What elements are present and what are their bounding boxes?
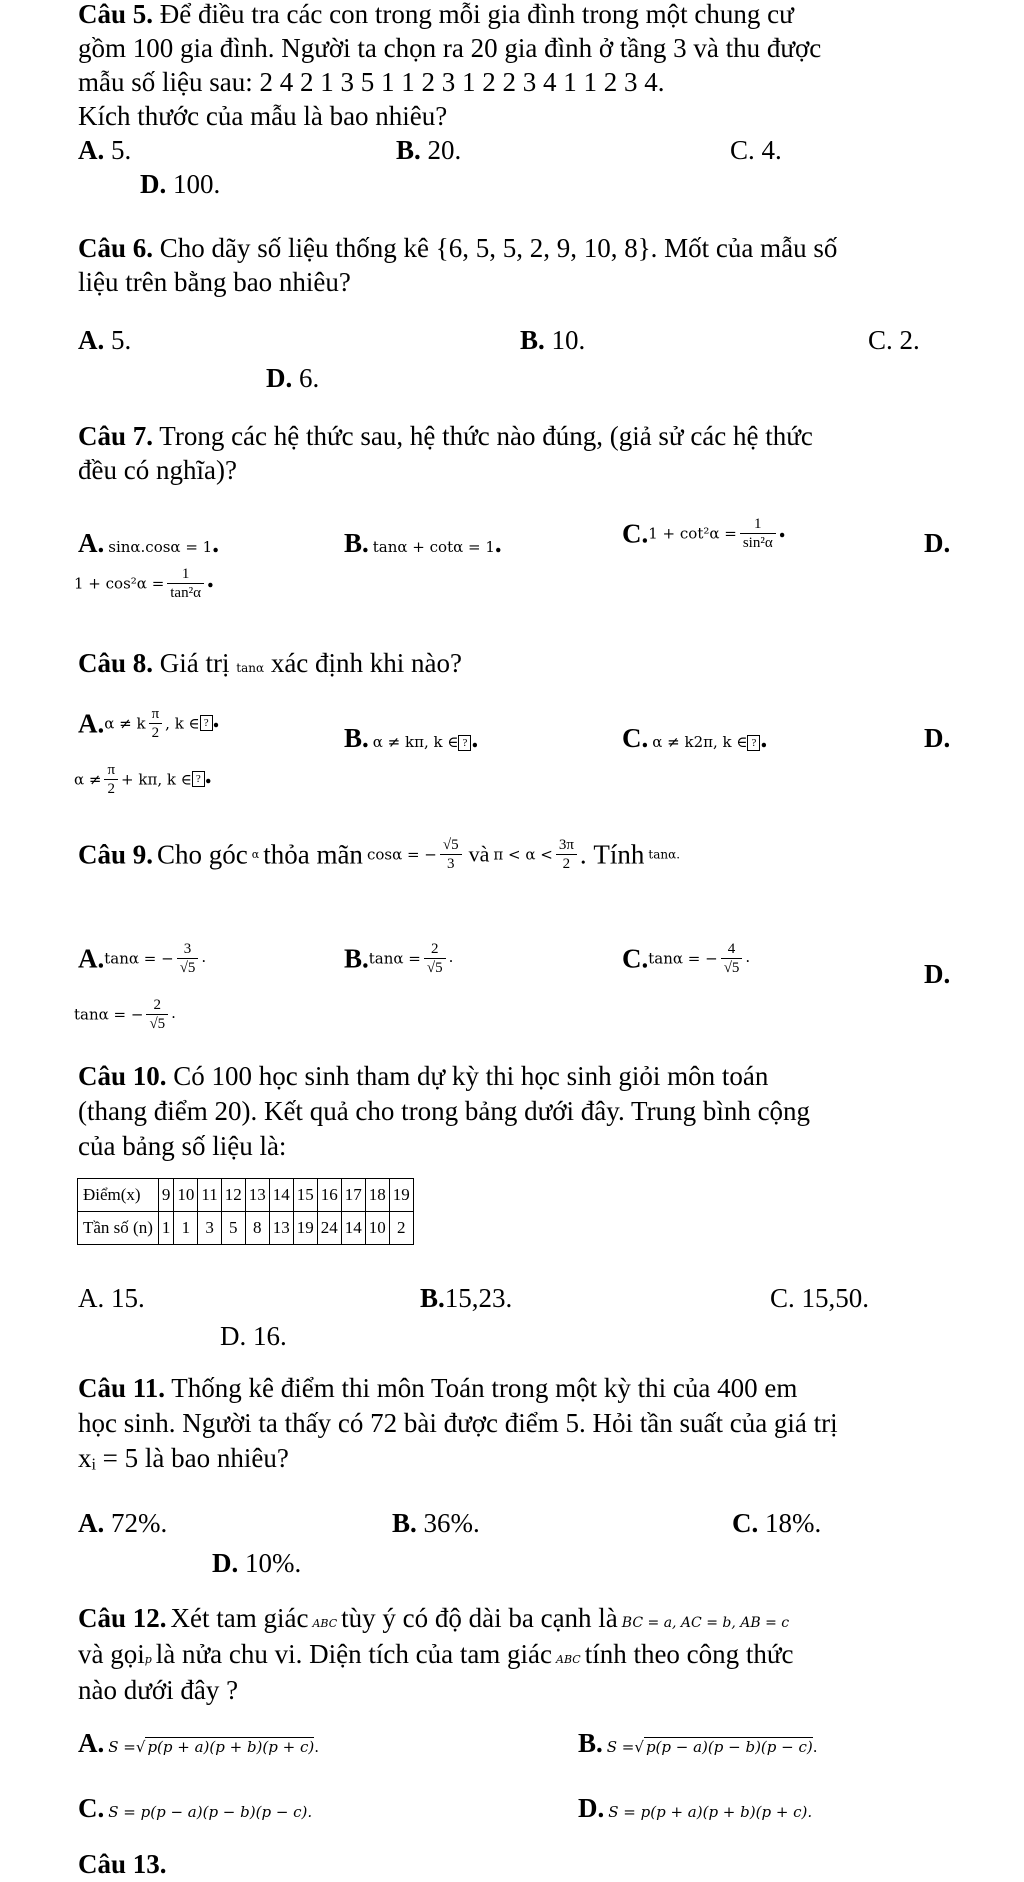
q5-option-d[interactable]: D. 100. (140, 169, 221, 199)
table-cell: 2 (389, 1212, 413, 1245)
q9-option-d-formula[interactable]: tanα = − $\frac{2}{√5}$ . (74, 997, 176, 1032)
q12-line1: Câu 12. Xét tam giác ABC tùy ý có độ dài ba cạnh là BC = a, AC = b, AB = c (78, 1603, 790, 1633)
q10-line1: Câu 10. Có 100 học sinh tham dự kỳ thi học sinh giỏi môn toán (78, 1061, 769, 1091)
table-cell: 18 (365, 1179, 389, 1212)
q6-line1: Câu 6. Cho dãy số liệu thống kê {6, 5, 5, 2, 9, 10, 8}. Mốt của mẫu số (78, 233, 838, 263)
q5-line2: gồm 100 gia đình. Người ta chọn ra 20 gia đình ở tầng 3 và thu được (78, 33, 822, 63)
q11-line1: Câu 11. Thống kê điểm thi môn Toán trong một kỳ thi của 400 em (78, 1373, 798, 1403)
q5-line1: Câu 5. Để điều tra các con trong mỗi gia đình trong một chung cư (78, 0, 794, 29)
table-cell: 9 (158, 1179, 174, 1212)
table-cell: 10 (174, 1179, 198, 1212)
q5-option-a[interactable]: A. 5. (78, 135, 132, 165)
q6-option-c[interactable]: C. 2. (868, 325, 920, 355)
q10-option-c[interactable]: C. 15,50. (770, 1283, 870, 1313)
frequency-table (77, 1178, 414, 1245)
table-header-frequency: Tần số (n) (78, 1212, 159, 1245)
q9-option-b[interactable]: B.tanα = $\frac{2}{√5}$ . (344, 941, 454, 976)
table-cell: 10 (365, 1212, 389, 1245)
q7-option-c[interactable]: C.1 + cot²α = $\frac{1}{\text{sin²α}}$ . (622, 513, 786, 551)
q11-line3: xᵢ = 5 là bao nhiêu? (78, 1443, 289, 1473)
table-cell: 13 (269, 1212, 293, 1245)
q12-number: Câu 12. (78, 1603, 167, 1633)
q6-option-b[interactable]: B. 10. (520, 325, 586, 355)
table-cell: 14 (269, 1179, 293, 1212)
q7-line2: đều có nghĩa)? (78, 455, 237, 485)
q8-line1: Câu 8. Giá trị tanα xác định khi nào? (78, 648, 463, 678)
q6-option-a[interactable]: A. 5. (78, 325, 132, 355)
q12-line3: nào dưới đây ? (78, 1675, 239, 1705)
q5-option-b[interactable]: B. 20. (396, 135, 462, 165)
q8-option-d[interactable]: D. (924, 723, 951, 753)
table-cell: 1 (174, 1212, 198, 1245)
q5-line3: mẫu số liệu sau: 2 4 2 1 3 5 1 1 2 3 1 2 2 3 4 1 1 2 3 4. (78, 67, 665, 97)
q8-option-a[interactable]: A.α ≠ k $\frac{\pi}{2}$ , k ∈ ? . (78, 703, 220, 741)
table-cell: 15 (293, 1179, 317, 1212)
next-question-cutoff: Câu 13. (78, 1849, 167, 1879)
table-cell: 17 (341, 1179, 365, 1212)
table-cell: 19 (389, 1179, 413, 1212)
q12-option-c[interactable]: C. S = p(p − a)(p − b)(p − c). (78, 1793, 313, 1823)
q10-line2: (thang điểm 20). Kết quả cho trong bảng dưới đây. Trung bình cộng (78, 1096, 811, 1126)
q9-option-a[interactable]: A.tanα = − $\frac{3}{√5}$ . (78, 941, 207, 976)
table-cell: 14 (341, 1212, 365, 1245)
q9-option-c[interactable]: C.tanα = − $\frac{4}{√5}$ . (622, 941, 751, 976)
q8-number: Câu 8. (78, 648, 154, 678)
table-cell: 1 (158, 1212, 174, 1245)
q12-option-a[interactable]: A. S =√ p(p + a)(p + b)(p + c). (78, 1728, 319, 1758)
table-row-frequencies (78, 1212, 414, 1245)
q5-line4: Kích thước của mẫu là bao nhiêu? (78, 101, 448, 131)
q6-line2: liệu trên bằng bao nhiêu? (78, 267, 351, 297)
q10-number: Câu 10. (78, 1061, 167, 1091)
q8-option-c[interactable]: C. α ≠ k2π, k ∈ ? . (622, 723, 768, 753)
q11-option-c[interactable]: C. 18%. (732, 1508, 822, 1538)
q6-option-d[interactable]: D. 6. (266, 363, 320, 393)
table-row-scores (78, 1179, 414, 1212)
q11-option-b[interactable]: B. 36%. (392, 1508, 480, 1538)
q10-option-a[interactable]: A. 15. (78, 1283, 145, 1313)
q7-number: Câu 7. (78, 421, 154, 451)
q7-option-d-formula[interactable]: 1 + cos²α = $\frac{1}{\text{tan²α}}$ . (74, 563, 214, 601)
q7-option-b[interactable]: B. tanα + cotα = 1. (344, 528, 502, 558)
table-cell: 12 (221, 1179, 245, 1212)
q7-line1: Câu 7. Trong các hệ thức sau, hệ thức nào đúng, (giả sử các hệ thức (78, 421, 813, 451)
q11-number: Câu 11. (78, 1373, 166, 1403)
table-cell: 5 (221, 1212, 245, 1245)
table-cell: 16 (317, 1179, 341, 1212)
q8-option-d-formula[interactable]: α ≠ $\frac{\pi}{2}$ + kπ, k ∈ ? . (74, 759, 212, 797)
q7-option-d[interactable]: D. (924, 528, 951, 558)
table-cell: 3 (198, 1212, 221, 1245)
q12-option-d[interactable]: D. S = p(p + a)(p + b)(p + c). (578, 1793, 813, 1823)
q7-option-a[interactable]: A. sinα.cosα = 1. (78, 528, 219, 558)
q11-option-a[interactable]: A. 72%. (78, 1508, 168, 1538)
table-cell: 19 (293, 1212, 317, 1245)
q5-option-c[interactable]: C. 4. (730, 135, 782, 165)
q10-line3: của bảng số liệu là: (78, 1131, 287, 1161)
q6-number: Câu 6. (78, 233, 154, 263)
q10-option-d[interactable]: D. 16. (220, 1321, 287, 1351)
table-cell: 24 (317, 1212, 341, 1245)
q8-option-b[interactable]: B. α ≠ kπ, k ∈ ? . (344, 723, 479, 753)
q5-number: Câu 5. (78, 0, 154, 29)
table-cell: 8 (245, 1212, 269, 1245)
table-cell: 11 (198, 1179, 221, 1212)
q11-line2: học sinh. Người ta thấy có 72 bài được điểm 5. Hỏi tần suất của giá trị (78, 1408, 838, 1438)
q11-option-d[interactable]: D. 10%. (212, 1548, 302, 1578)
q12-option-b[interactable]: B. S =√ p(p − a)(p − b)(p − c). (578, 1728, 818, 1758)
q9-number: Câu 9. (78, 839, 154, 870)
q12-line2: và gọip là nửa chu vi. Diện tích của tam giác ABC tính theo công thức (78, 1639, 794, 1669)
table-header-score: Điểm(x) (78, 1179, 159, 1212)
q9-option-d[interactable]: D. (924, 959, 951, 989)
q10-option-b[interactable]: B.15,23. (420, 1283, 513, 1313)
q9-line1: Câu 9. Cho góc α thỏa mãn cosα = − $\frac{√5}{3}$ và π < α < $\frac{3\pi}{2}$ . Tính tanα. (78, 837, 681, 872)
table-cell: 13 (245, 1179, 269, 1212)
